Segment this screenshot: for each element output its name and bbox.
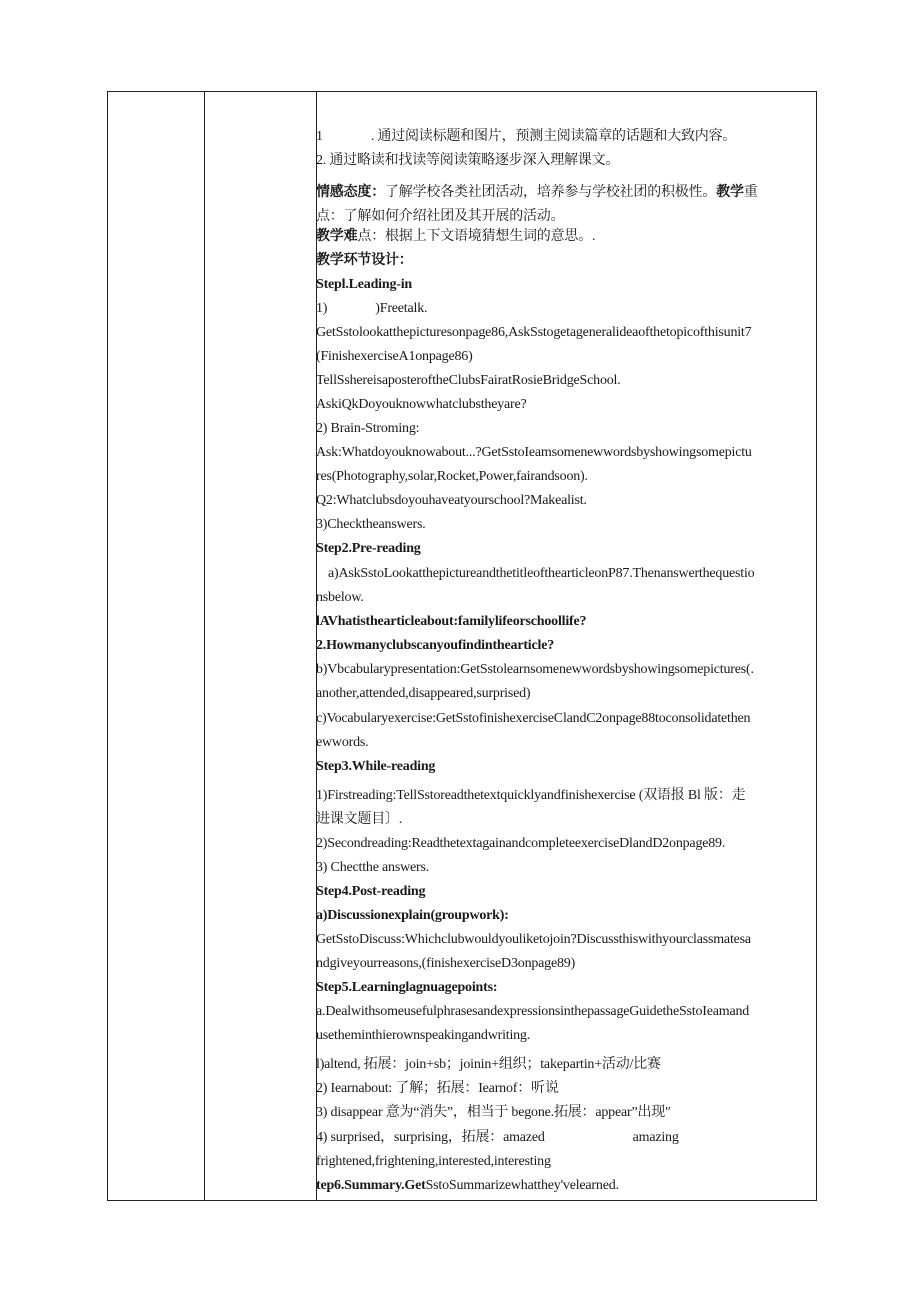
key-point-line: 点：了解如何介绍社团及其开展的活动。 <box>316 209 565 224</box>
table-column-1 <box>108 92 205 1200</box>
step3-line: 3) Chectthe answers. <box>316 860 430 875</box>
step2-line: c)Vocabularyexercise:GetSstofinishexerciseClandC2onpage88toconsolidatethen <box>316 711 751 726</box>
step5-point: 3) disappear 意为“消失”，相当于 begone.拓展：appear”出现″ <box>316 1105 671 1120</box>
step1-line: 2) Brain-Stroming: <box>316 421 420 436</box>
step1-line: GetSstolookatthepicturesonpage86,AskSstogetageneralideaofthetopicofthisunit7 <box>316 325 752 340</box>
step1-line: 1) )Freetalk. <box>316 301 428 316</box>
step5-point: l)altend, 拓展：join+sb；joinin+组织；takepartin+活动/比赛 <box>316 1057 661 1072</box>
step2-line: b)Vbcabularypresentation:GetSstolearnsomenewwordsbyshowingsomepictures(. <box>316 662 754 677</box>
table-column-2 <box>205 92 317 1200</box>
step3-line: 1)Firstreading:TellSstoreadthetextquicklyandfinishexercise (双语报 Bl 版：走 <box>316 788 746 803</box>
step5-line: usetheminthierownspeakingandwriting. <box>316 1028 531 1043</box>
step2-question: lAVhatisthearticleabout:familylifeorschoollife? <box>316 614 587 629</box>
step1-line: Ask:Whatdoyouknowabout...?GetSstoIeamsomenewwordsbyshowingsomepictu <box>316 445 752 460</box>
step3-title: Step3.While-reading <box>316 759 436 774</box>
step1-line: TellSshereisaposteroftheClubsFairatRosieBridgeSchool. <box>316 373 621 388</box>
step5-point: frightened,frightening,interested,interesting <box>316 1154 551 1169</box>
step2-title: Step2.Pre-reading <box>316 541 421 556</box>
design-heading: 教学环节设计： <box>316 253 413 268</box>
step2-question: 2.Howmanyclubscanyoufindinthearticle? <box>316 638 555 653</box>
step2-line: another,attended,disappeared,surprised) <box>316 686 531 701</box>
step4-line: GetSstoDiscuss:Whichclubwouldyouliketojoin?Discussthiswithyourclassmatesa <box>316 932 751 947</box>
step5-point: 2) Iearnabout: 了解；拓展：Iearnof：听说 <box>316 1081 559 1096</box>
step4-line: ndgiveyourreasons,(finishexerciseD3onpage89) <box>316 956 576 971</box>
attitude-line: 情感态度：了解学校各类社团活动，培养参与学校社团的积极性。教学重 <box>316 185 758 200</box>
step1-line: AskiQkDoyouknowwhatclubstheyare? <box>316 397 527 412</box>
difficulty-line: 教学难点：根据上下文语境猜想生词的意思。. <box>316 229 596 244</box>
step2-line: a)AskSstoLookatthepictureandthetitleofthearticleonP87.Thenanswerthequestio <box>328 566 755 581</box>
objective-2: 2. 通过略读和找读等阅读策略逐步深入理解课文。 <box>316 153 620 168</box>
objective-1: 1 . 通过阅读标题和图片，预测主阅读篇章的话题和大致内容。 <box>316 129 737 144</box>
step3-line: 进课文题目〕. <box>316 812 403 827</box>
step1-title: Stepl.Leading-in <box>316 277 412 292</box>
step5-line: a.DealwithsomeusefulphrasesandexpressionsinthepassageGuidetheSstoIeamand <box>316 1004 750 1019</box>
step2-line: nsbelow. <box>316 590 364 605</box>
step1-line: (FinishexerciseA1onpage86) <box>316 349 473 364</box>
step6-line: tep6.Summary.GetSstoSummarizewhatthey'velearned. <box>316 1178 619 1193</box>
step3-line: 2)Secondreading:ReadthetextagainandcompleteexerciseDlandD2onpage89. <box>316 836 726 851</box>
step1-line: res(Photography,solar,Rocket,Power,fairandsoon). <box>316 469 588 484</box>
step2-line: ewwords. <box>316 735 369 750</box>
step1-line: Q2:Whatclubsdoyouhaveatyourschool?Makealist. <box>316 493 587 508</box>
step1-line: 3)Checktheanswers. <box>316 517 426 532</box>
step5-title: Step5.Learninglagnuagepoints: <box>316 980 498 995</box>
step4-title: Step4.Post-reading <box>316 884 426 899</box>
step4-subtitle: a)Discussionexplain(groupwork): <box>316 908 509 923</box>
step5-point: 4) surprised，surprising，拓展：amazed amazing <box>316 1130 679 1145</box>
